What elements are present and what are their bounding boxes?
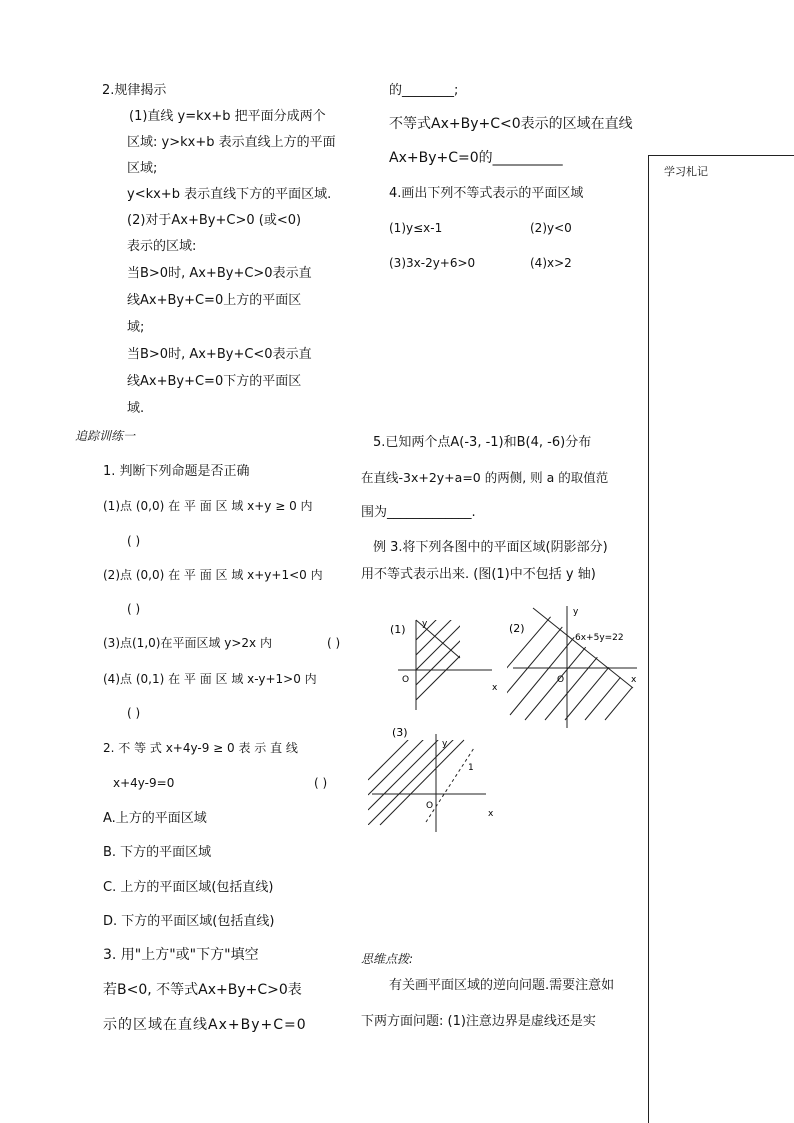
q1-item1-answer: ( ) (127, 534, 141, 548)
rule1-line4: y<kx+b 表示直线下方的平面区域. (127, 187, 332, 202)
figure-2-x-label: x (631, 675, 637, 685)
thinking-line1: 有关画平面区域的逆向问题.需要注意如 (389, 978, 615, 993)
figure-1-origin: O (402, 675, 410, 685)
q1-item4-answer: ( ) (127, 706, 141, 720)
figure-2-equation: 6x+5y=22 (575, 633, 624, 643)
q3-line3: 示的区域在直线Ax+By+C=0 (103, 1017, 307, 1033)
figure-3 (368, 720, 508, 840)
fill-line2: 不等式Ax+By+C<0表示的区域在直线 (389, 116, 633, 132)
q2-option-b: B. 下方的平面区域 (103, 845, 212, 860)
rule2-line8: 域. (127, 401, 145, 416)
q2-option-a: A.上方的平面区域 (103, 811, 207, 826)
thinking-line2: 下两方面问题: (1)注意边界是虚线还是实 (361, 1014, 596, 1029)
rule2-line2: 表示的区域: (127, 239, 197, 254)
fill-line3: Ax+By+C=0的__________ (389, 150, 563, 166)
figure-2-y-label: y (573, 607, 579, 617)
figure-2-label: (2) (509, 622, 525, 635)
q1-item1: (1)点 (0,0) 在 平 面 区 域 x+y ≥ 0 内 (103, 499, 313, 513)
figure-1-label: (1) (390, 623, 406, 636)
q5-line1: 5.已知两个点A(-3, -1)和B(4, -6)分布 (373, 435, 592, 450)
q4-title: 4.画出下列不等式表示的平面区域 (389, 186, 584, 201)
q1-item2: (2)点 (0,0) 在 平 面 区 域 x+y+1<0 内 (103, 568, 323, 582)
example3-line2: 用不等式表示出来. (图(1)中不包括 y 轴) (361, 567, 596, 582)
q4-item1: (1)y≤x-1 (389, 221, 443, 235)
q4-item2: (2)y<0 (530, 221, 572, 235)
margin-top-rule (648, 155, 794, 156)
notes-label: 学习札记 (664, 165, 708, 178)
rule2-line7: 线Ax+By+C=0下方的平面区 (127, 374, 302, 389)
figure-3-label: (3) (392, 726, 408, 739)
q3-line1: 3. 用"上方"或"下方"填空 (103, 947, 259, 963)
rule2-line6: 当B>0时, Ax+By+C<0表示直 (127, 347, 312, 362)
q1-item2-answer: ( ) (127, 602, 141, 616)
q1-item4: (4)点 (0,1) 在 平 面 区 域 x-y+1>0 内 (103, 672, 317, 686)
figure-3-y-label: y (442, 739, 448, 749)
q4-item4: (4)x>2 (530, 256, 572, 270)
rule2-line5: 域; (127, 320, 145, 335)
q4-item3: (3)3x-2y+6>0 (389, 256, 476, 270)
figure-3-tick: 1 (468, 763, 474, 773)
rule1-line2: 区域: y>kx+b 表示直线上方的平面 (127, 135, 336, 150)
q2-line2: x+4y-9=0 (113, 776, 175, 790)
q1-item3-answer: ( ) (327, 636, 341, 650)
rule2-line1: (2)对于Ax+By+C>0 (或<0) (127, 213, 302, 228)
figure-2 (505, 600, 655, 730)
section-title-rules: 2.规律揭示 (102, 83, 167, 98)
figure-1-x-label: x (492, 683, 498, 693)
tracking-title: 追踪训练一 (75, 429, 136, 443)
thinking-title: 思维点拨: (361, 952, 414, 966)
q5-line3: 围为_____________. (361, 505, 476, 520)
q1-title: 1. 判断下列命题是否正确 (103, 464, 250, 479)
q3-line2: 若B<0, 不等式Ax+By+C>0表 (103, 982, 302, 998)
rule1-line1: (1)直线 y=kx+b 把平面分成两个 (129, 109, 326, 124)
q2-line1: 2. 不 等 式 x+4y-9 ≥ 0 表 示 直 线 (103, 741, 298, 755)
q2-answer: ( ) (314, 776, 328, 790)
rule2-line3: 当B>0时, Ax+By+C>0表示直 (127, 266, 312, 281)
rule1-line3: 区域; (127, 161, 158, 176)
q2-option-c: C. 上方的平面区域(包括直线) (103, 880, 274, 895)
q5-line2: 在直线-3x+2y+a=0 的两侧, 则 a 的取值范 (361, 470, 609, 485)
figure-2-origin: O (557, 675, 565, 685)
fill-line1: 的________; (389, 83, 459, 98)
figure-3-origin: O (426, 801, 434, 811)
figure-1-y-label: y (422, 619, 428, 629)
margin-divider (648, 155, 649, 1123)
q1-item3: (3)点(1,0)在平面区域 y>2x 内 (103, 636, 272, 650)
q2-option-d: D. 下方的平面区域(包括直线) (103, 914, 275, 929)
rule2-line4: 线Ax+By+C=0上方的平面区 (127, 293, 302, 308)
figure-1 (380, 610, 510, 720)
figure-3-x-label: x (488, 809, 494, 819)
example3-line1: 例 3.将下列各图中的平面区域(阴影部分) (373, 540, 608, 555)
